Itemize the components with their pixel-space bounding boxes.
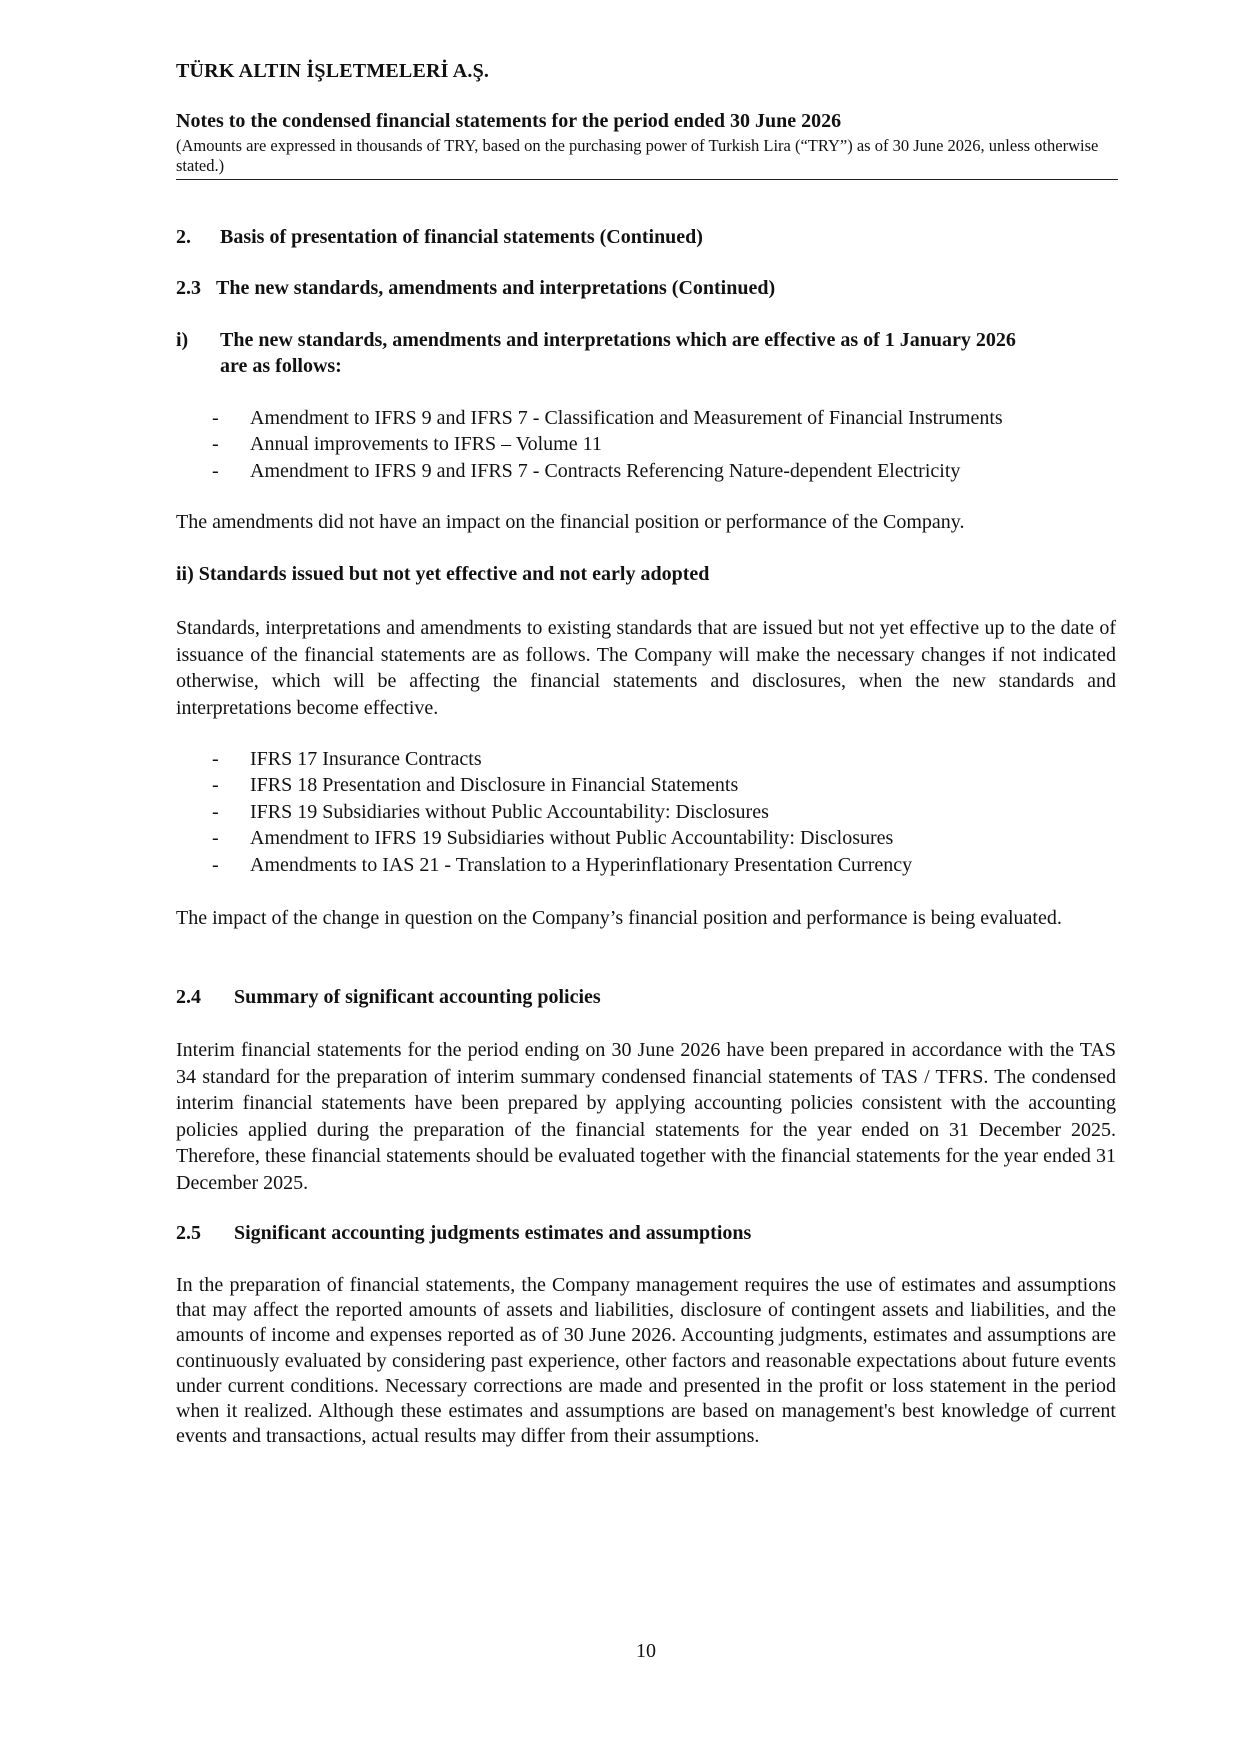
list-item-text: IFRS 19 Subsidiaries without Public Accountability: Disclosures — [250, 800, 769, 823]
list-item — [212, 799, 1112, 825]
amounts-note: (Amounts are expressed in thousands of TRY, based on the purchasing power of Turkish Lira (“TRY”) as of 30 June 2026, unless otherwise stated.) — [176, 136, 1099, 175]
list-item-text: Amendment to IFRS 9 and IFRS 7 - Classification and Measurement of Financial Instruments — [250, 407, 1003, 429]
list-item-text: Annual improvements to IFRS – Volume 11 — [250, 433, 602, 456]
list-item — [212, 458, 1112, 484]
list-item — [212, 746, 1112, 772]
list-item-text: IFRS 17 Insurance Contracts — [250, 748, 482, 770]
section-2-5-number: 2.5 — [176, 1222, 201, 1244]
list-item — [212, 772, 1112, 798]
part-i-label: i) — [176, 329, 189, 351]
header-divider — [176, 179, 1118, 180]
part-ii-conclusion: The impact of the change in question on the Company’s financial position and performance is being evaluated. — [176, 907, 1062, 929]
part-i-conclusion: The amendments did not have an impact on the financial position or performance of the Company. — [176, 511, 965, 533]
part-ii-heading: ii) Standards issued but not yet effective and not early adopted — [176, 563, 710, 585]
dash-bullet: - — [212, 748, 219, 770]
section-2-title: Basis of presentation of financial statements (Continued) — [220, 226, 703, 248]
part-ii-list — [212, 746, 1112, 878]
dash-bullet: - — [212, 800, 219, 823]
notes-title: Notes to the condensed financial statements for the period ended 30 June 2026 — [176, 110, 842, 132]
section-2-heading — [176, 224, 703, 250]
part-i-title-line1: The new standards, amendments and interpretations which are effective as of 1 January 2026 — [220, 329, 1016, 351]
section-2-5-title: Significant accounting judgments estimates and assumptions — [234, 1222, 752, 1244]
list-item — [212, 431, 1112, 457]
list-item — [212, 405, 1112, 431]
list-item — [212, 852, 1112, 878]
section-2-5-body: In the preparation of financial statements, the Company management requires the use of estimates and assumptions that may affect the reported amounts of assets and liabilities, disclosure of contingent assets and liabilities, and the amounts of income and expenses reported as of 30 June 2026. Accounting judgments, estimates and assumptions are continuously evaluated by considering past experience, other factors and reasonable expectations about future events under current conditions. Necessary corrections are made and presented in the profit or loss statement in the period when it realized. Although these estimates and assumptions are based on management's best knowledge of current events and transactions, actual results may differ from their assumptions. — [176, 1274, 1116, 1448]
dash-bullet: - — [212, 827, 219, 850]
part-i-list — [212, 405, 1112, 484]
section-2-4-heading — [176, 984, 601, 1010]
section-2-5-heading — [176, 1220, 751, 1246]
part-i-heading — [176, 327, 1016, 353]
list-item-text: IFRS 18 Presentation and Disclosure in Financial Statements — [250, 774, 739, 797]
list-item — [212, 825, 1112, 851]
dash-bullet: - — [212, 407, 219, 429]
section-2-4-title: Summary of significant accounting policies — [234, 986, 601, 1008]
part-ii-intro: Standards, interpretations and amendments to existing standards that are issued but not yet effective up to the date of issuance of the financial statements are as follows. The Company will make the necessary changes if not indicated otherwise, which will be affecting the financial statements and disclosures, when the new standards and interpretations become effective. — [176, 617, 1116, 719]
section-2-4-number: 2.4 — [176, 986, 201, 1008]
dash-bullet: - — [212, 853, 219, 876]
company-name: TÜRK ALTIN İŞLETMELERİ A.Ş. — [176, 60, 490, 82]
section-2-4-body: Interim financial statements for the period ending on 30 June 2026 have been prepared in accordance with the TAS 34 standard for the preparation of interim summary condensed financial statements of TAS / TFRS. The condensed interim financial statements have been prepared by applying accounting policies consistent with the accounting policies applied during the preparation of the financial statements for the year ended on 31 December 2025. Therefore, these financial statements should be evaluated together with the financial statements for the year ended 31 December 2025. — [176, 1039, 1116, 1194]
page-number: 10 — [636, 1640, 656, 1662]
part-i-heading-line2: are as follows: — [220, 355, 342, 377]
section-2-3-title: The new standards, amendments and interpretations (Continued) — [216, 277, 776, 299]
section-2-number: 2. — [176, 226, 191, 248]
dash-bullet: - — [212, 433, 219, 456]
list-item-text: Amendments to IAS 21 - Translation to a Hyperinflationary Presentation Currency — [250, 853, 913, 876]
document-page — [176, 0, 1116, 1754]
section-2-3-number: 2.3 — [176, 277, 201, 299]
list-item-text: Amendment to IFRS 19 Subsidiaries without Public Accountability: Disclosures — [250, 827, 894, 850]
list-item-text: Amendment to IFRS 9 and IFRS 7 - Contracts Referencing Nature-dependent Electricity — [250, 459, 961, 482]
section-2-3-heading — [176, 275, 775, 301]
dash-bullet: - — [212, 459, 219, 482]
dash-bullet: - — [212, 774, 219, 797]
